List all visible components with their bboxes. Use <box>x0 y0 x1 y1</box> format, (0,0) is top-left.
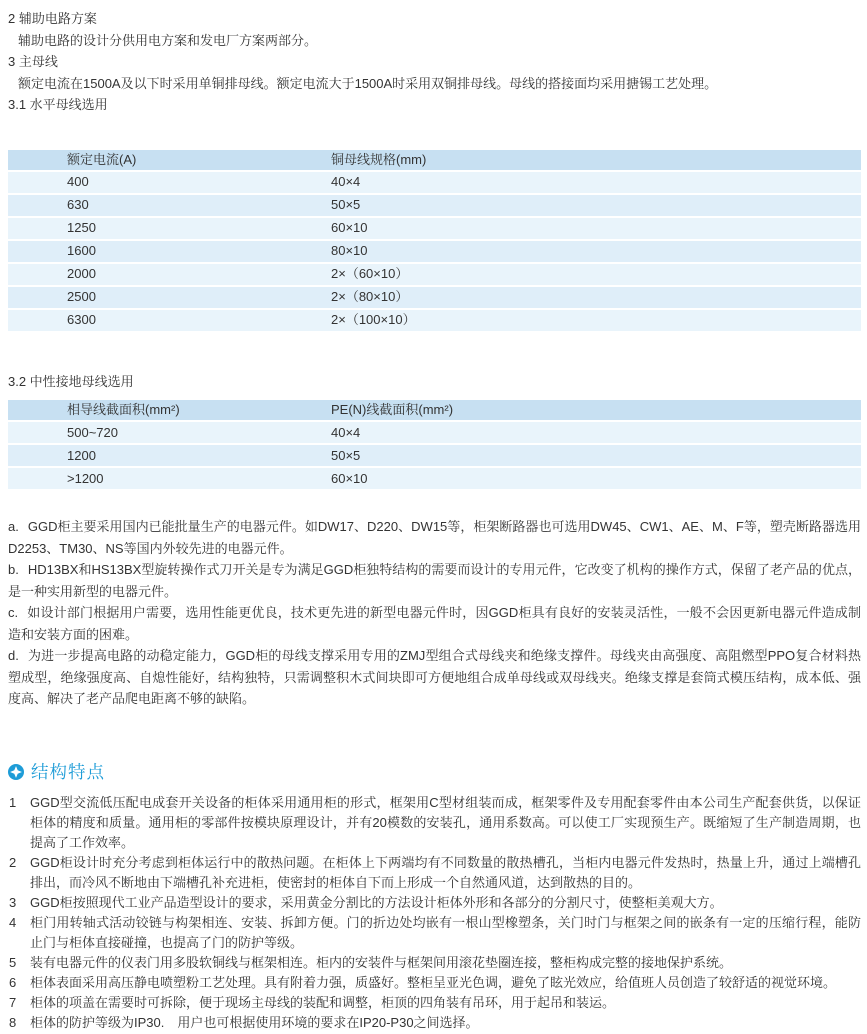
item-number: 5 <box>9 954 17 970</box>
table-row <box>8 287 861 308</box>
table-row <box>8 422 861 443</box>
section-2-title: 2 辅助电路方案 <box>8 11 97 26</box>
pe-col-header-phase: 相导线截面积(mm²) <box>67 402 180 418</box>
item-number: 1 <box>9 794 17 810</box>
item-text: 装有电器元件的仪表门用多股软铜线与框架相连。柜内的安装件与框架间用滚花垫圈连接，整柜构成完整的接地保护系统。 <box>30 954 733 970</box>
cell-phase: 1200 <box>67 447 96 463</box>
cell-current: 2000 <box>67 266 96 282</box>
note-c-text: 如设计部门根据用户需要，选用性能更优良，技术更先进的新型电器元件时，因GGD柜具有良好的安装灵活性，一般不会因更新电器元件造成制造和安装方面的困难。 <box>8 605 861 642</box>
table-row <box>8 241 861 262</box>
component-notes <box>8 516 861 710</box>
section-2-body: 辅助电路的设计分供用电方案和发电厂方案两部分。 <box>18 32 318 48</box>
item-text: 柜体的项盖在需要时可拆除，便于现场主母线的装配和调整，柜顶的四角装有吊环，用于起吊和装运。 <box>30 994 616 1010</box>
item-number: 7 <box>9 994 17 1010</box>
cell-current: 1250 <box>67 220 96 236</box>
list-item <box>8 973 861 993</box>
list-item <box>8 793 861 853</box>
cell-current: 630 <box>67 197 89 213</box>
cell-spec: 50×5 <box>331 197 361 213</box>
note-a <box>8 516 861 559</box>
cell-spec: 80×10 <box>331 243 368 259</box>
note-d-label: d. <box>8 648 19 663</box>
list-item <box>8 1013 861 1033</box>
table-row <box>8 218 861 239</box>
features-heading <box>8 760 861 784</box>
table-row <box>8 172 861 193</box>
list-item <box>8 993 861 1013</box>
cell-current: 2500 <box>67 289 96 305</box>
cell-spec: 2×（80×10） <box>331 289 409 305</box>
cell-spec: 40×4 <box>331 174 361 190</box>
cell-spec: 60×10 <box>331 220 368 236</box>
item-number: 3 <box>9 894 17 910</box>
item-number: 4 <box>9 914 17 930</box>
note-d <box>8 645 861 710</box>
note-b-label: b. <box>8 562 19 577</box>
cell-current: 400 <box>67 174 89 190</box>
item-text: 柜门用转轴式活动铰链与构架相连、安装、拆卸方便。门的折边处均嵌有一根山型橡塑条，关门时门与框架之间的嵌条有一定的压缩行程，能防止门与柜体直接碰撞，也提高了门的防护等级。 <box>30 914 861 950</box>
note-a-text: GGD柜主要采用国内已能批量生产的电器元件。如DW17、D220、DW15等，柜架断路器也可选用DW45、CW1、AE、M、F等，塑壳断路器选用D2253、TM30、NS等国内外较先进的电器元件。 <box>8 519 861 556</box>
cell-phase: >1200 <box>67 470 104 486</box>
item-text: GGD柜设计时充分考虑到柜体运行中的散热问题。在柜体上下两端均有不同数量的散热槽孔，当柜内电器元件发热时，热量上升，通过上端槽孔排出，而冷风不断地由下端槽孔补充进柜，使密封的柜体自下而上形成一个自然通风道，达到散热的目的。 <box>30 854 861 890</box>
cell-pen: 40×4 <box>331 424 361 440</box>
pe-col-header-pen: PE(N)线截面积(mm²) <box>331 402 454 418</box>
cell-spec: 2×（100×10） <box>331 312 416 328</box>
item-text: GGD型交流低压配电成套开关设备的柜体采用通用柜的形式，框架用C型材组装而成，框架零件及专用配套零件由本公司生产配套供货，以保证柜体的精度和质量。通用柜的零部件按模块原理设计，并有20模数的安装孔，通用系数高。可以使工厂实现预生产。既缩短了生产制造周期，也提高了工作效率。 <box>30 794 861 850</box>
item-text: 柜体的防护等级为IP30. 用户也可根据使用环境的要求在IP20-P30之间选择。 <box>30 1014 479 1030</box>
cell-pen: 50×5 <box>331 447 361 463</box>
cell-phase: 500~720 <box>67 424 118 440</box>
note-a-label: a. <box>8 519 19 534</box>
cell-spec: 2×（60×10） <box>331 266 409 282</box>
cell-current: 6300 <box>67 312 96 328</box>
busbar-table <box>8 150 861 331</box>
intro-section <box>8 8 861 116</box>
list-item <box>8 853 861 893</box>
table-row <box>8 468 861 489</box>
cell-current: 1600 <box>67 243 96 259</box>
list-item <box>8 913 861 953</box>
busbar-table-header-row <box>8 150 861 170</box>
list-item <box>8 893 861 913</box>
list-item <box>8 953 861 973</box>
item-text: 柜体表面采用高压静电喷塑粉工艺处理。具有附着力强，质盛好。整柜呈亚光色调，避免了眩光效应，给值班人员创造了较舒适的视觉环境。 <box>30 974 837 990</box>
pe-table-header-row <box>8 400 861 420</box>
features-title: 结构特点 <box>31 761 105 782</box>
cell-pen: 60×10 <box>331 470 368 486</box>
section-3-2-title: 3.2 中性接地母线选用 <box>8 373 134 389</box>
flower-badge-icon <box>8 764 24 780</box>
pe-table <box>8 400 861 489</box>
table-row <box>8 195 861 216</box>
note-c-label: c. <box>8 605 19 620</box>
table-row <box>8 310 861 331</box>
item-number: 2 <box>9 854 17 870</box>
note-b-text: HD13BX和HS13BX型旋转操作式刀开关是专为满足GGD柜独特结构的需要而设计的专用元件，它改变了机构的操作方式，保留了老产品的优点，是一种实用新型的电器元件。 <box>8 562 861 599</box>
item-number: 6 <box>9 974 17 990</box>
busbar-col-header-spec: 铜母线规格(mm) <box>331 151 427 167</box>
busbar-col-header-current: 额定电流(A) <box>67 151 137 167</box>
features-list <box>8 793 861 1033</box>
item-number: 8 <box>9 1014 17 1030</box>
section-3-title: 3 主母线 <box>8 54 58 69</box>
section-3-body: 额定电流在1500A及以下时采用单铜排母线。额定电流大于1500A时采用双铜排母线。母线的搭接面均采用搪锡工艺处理。 <box>18 75 718 91</box>
item-text: GGD柜按照现代工业产品造型设计的要求，采用黄金分割比的方法设计柜体外形和各部分的分割尺寸，使整柜美观大方。 <box>30 894 723 910</box>
note-c <box>8 602 861 645</box>
table-row <box>8 445 861 466</box>
section-3-1-title: 3.1 水平母线选用 <box>8 97 108 112</box>
note-d-text: 为进一步提高电路的动稳定能力，GGD柜的母线支撑采用专用的ZMJ型组合式母线夹和绝缘支撑件。母线夹由高强度、高阻燃型PPO复合材料热塑成型，绝缘强度高、自熄性能好，结构独特，只需调整积木式间块即可方便地组合成单母线或双母线夹。绝缘支撑是套筒式模压结构，成本低、强度高、解决了老产品爬电距离不够的缺陷。 <box>8 648 861 706</box>
table-row <box>8 264 861 285</box>
note-b <box>8 559 861 602</box>
